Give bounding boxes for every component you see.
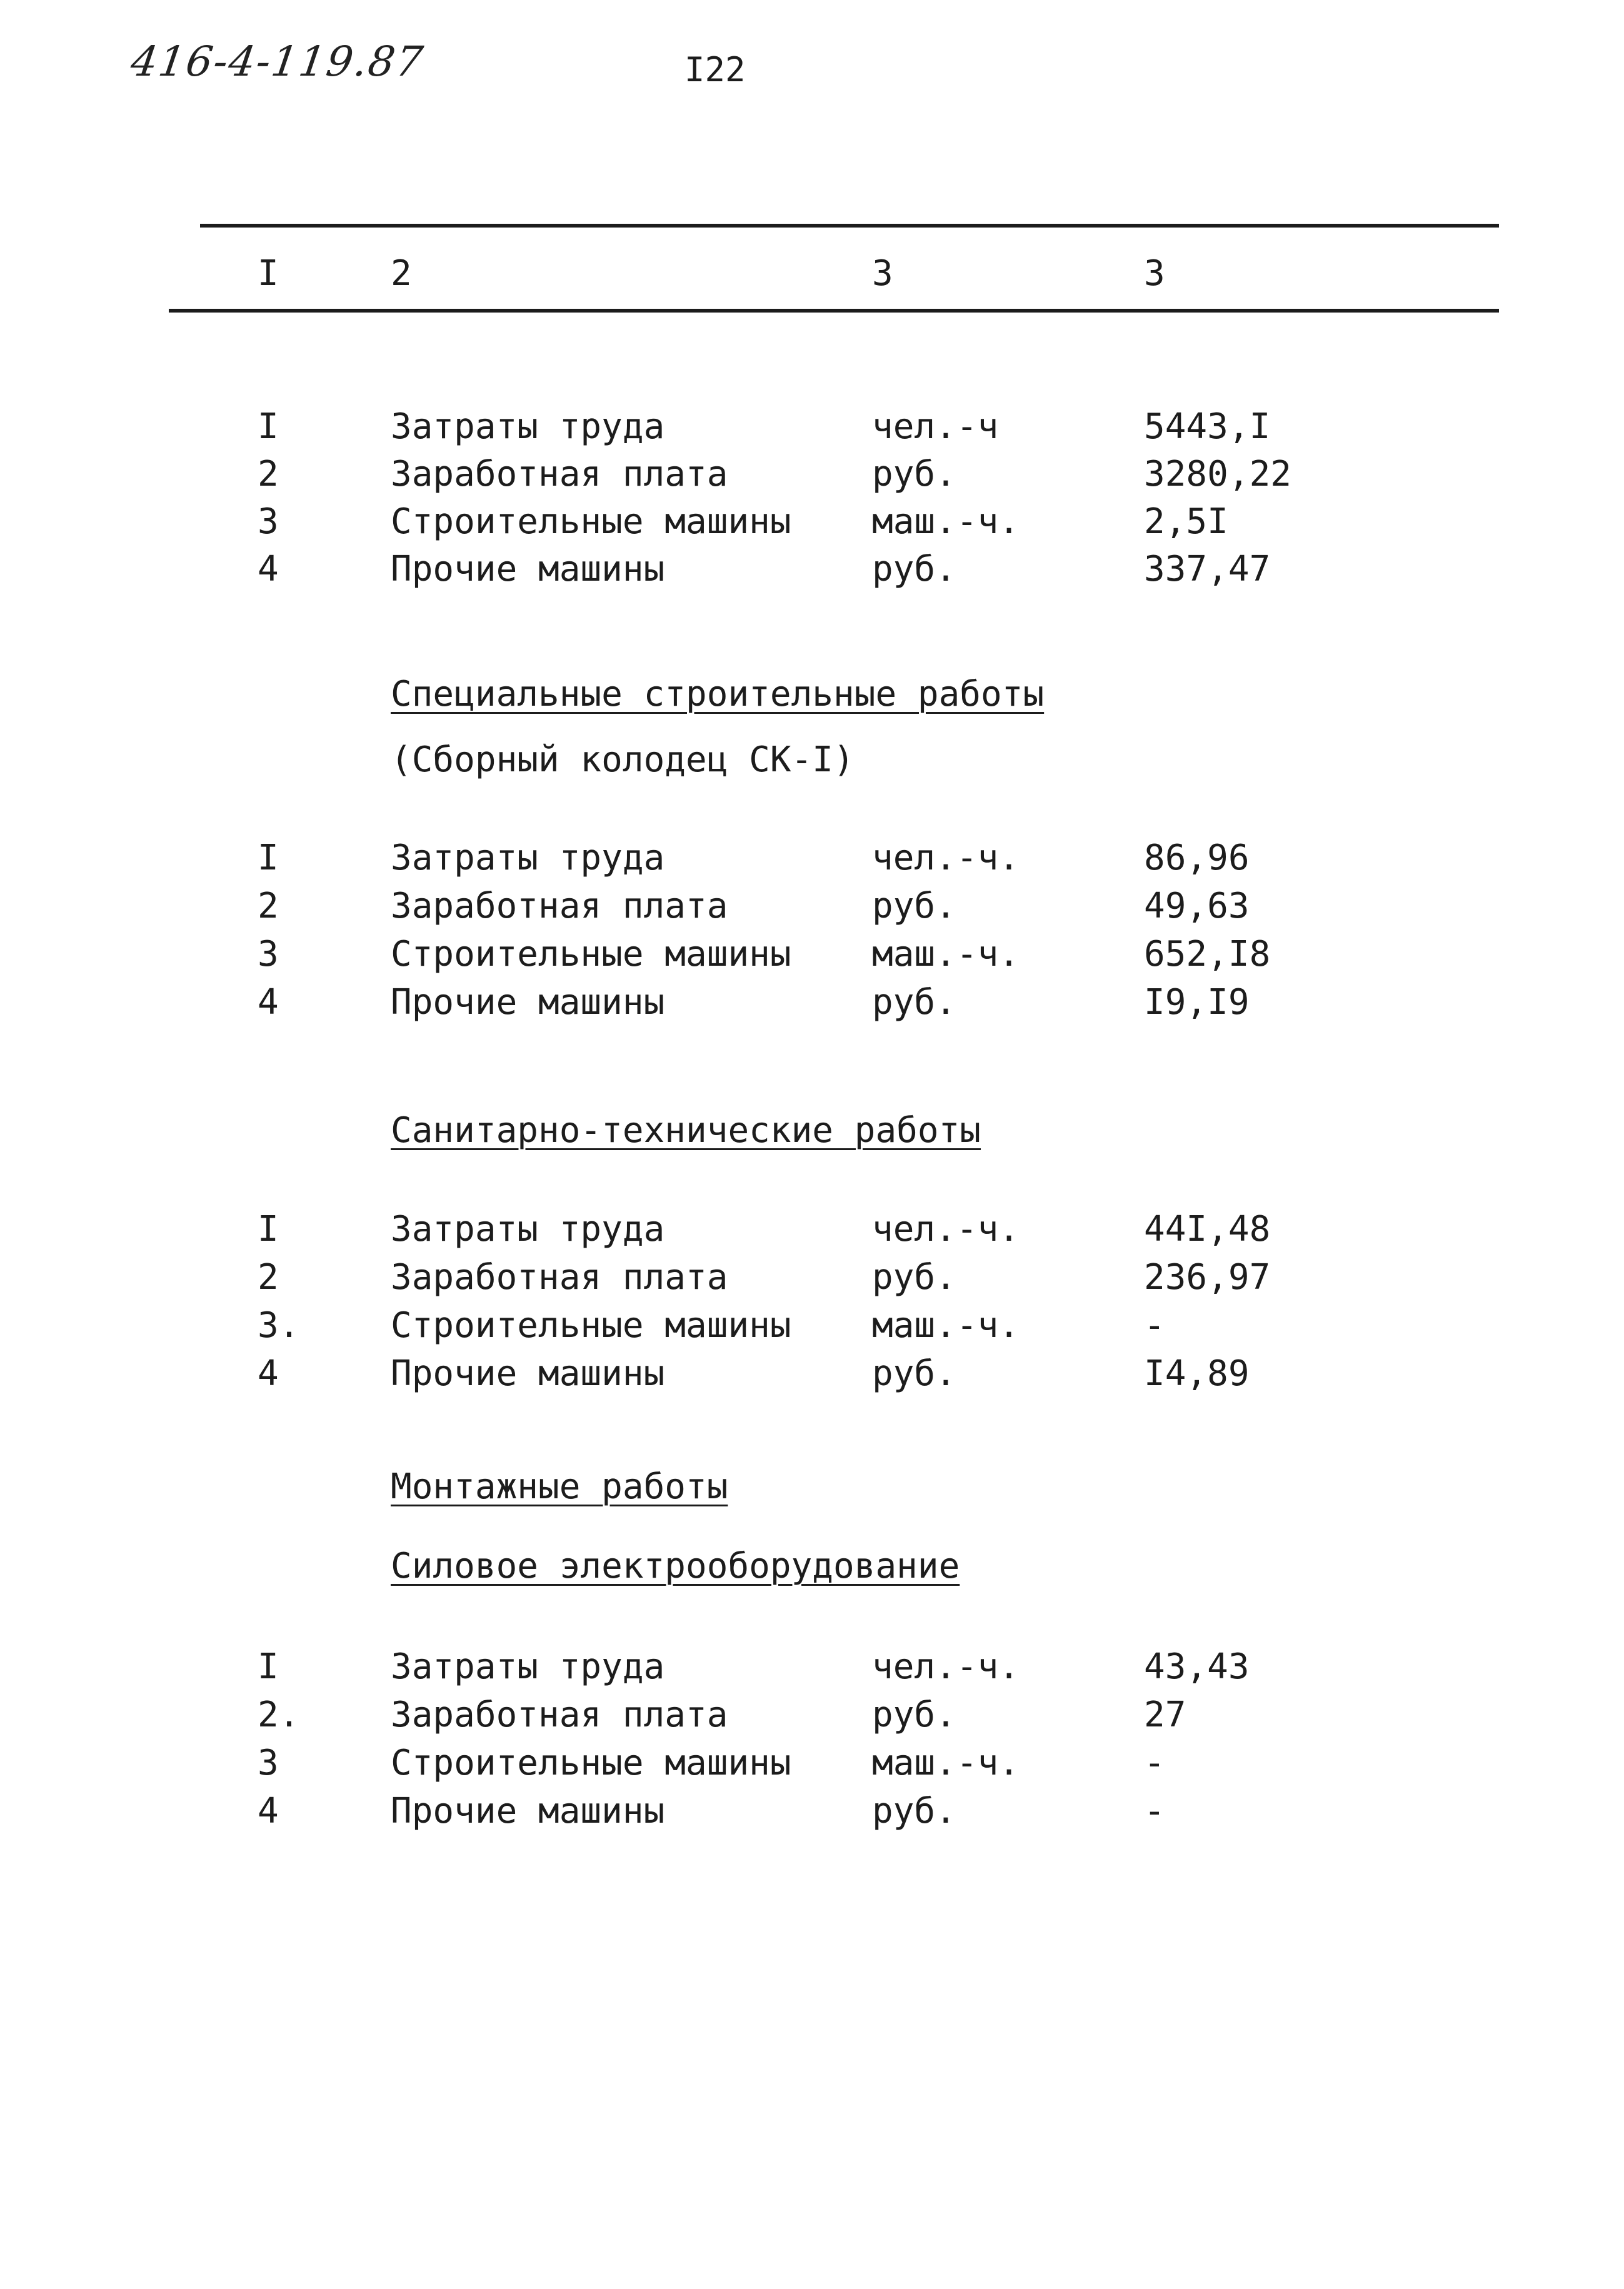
section-title: Санитарно-технические работы xyxy=(391,1110,981,1151)
row-name: Заработная плата xyxy=(391,1695,728,1735)
row-number: I xyxy=(258,1209,279,1250)
section-subtitle: (Сборный колодец СК-I) xyxy=(391,739,855,780)
row-name: Затраты труда xyxy=(391,1646,665,1687)
row-name: Затраты труда xyxy=(391,1209,665,1250)
row-unit: маш.-ч. xyxy=(872,934,1020,974)
row-number: 4 xyxy=(258,1353,279,1394)
row-value: - xyxy=(1144,1791,1165,1831)
row-name: Затраты труда xyxy=(391,406,665,447)
section-subtitle: Силовое электрооборудование xyxy=(391,1546,960,1586)
row-unit: руб. xyxy=(872,886,956,926)
row-value: 86,96 xyxy=(1144,838,1250,878)
row-name: Заработная плата xyxy=(391,886,728,926)
column-header-2: 2 xyxy=(391,253,412,294)
row-number: 2 xyxy=(258,886,279,926)
row-name: Прочие машины xyxy=(391,1353,665,1394)
row-number: I xyxy=(258,838,279,878)
column-header-3: 3 xyxy=(872,253,893,294)
row-number: 4 xyxy=(258,982,279,1023)
column-header-1: I xyxy=(258,253,279,294)
row-name: Строительные машины xyxy=(391,1743,791,1783)
section-title: Специальные строительные работы xyxy=(391,674,1045,714)
row-number: 4 xyxy=(258,1791,279,1831)
row-unit: руб. xyxy=(872,549,956,589)
row-number: I xyxy=(258,1646,279,1687)
row-name: Прочие машины xyxy=(391,1791,665,1831)
row-value: 49,63 xyxy=(1144,886,1250,926)
column-header-4: 3 xyxy=(1144,253,1165,294)
table-header-rule xyxy=(169,309,1499,313)
row-value: 43,43 xyxy=(1144,1646,1250,1687)
row-unit: чел.-ч. xyxy=(872,1209,1020,1250)
page-number: I22 xyxy=(684,50,746,89)
row-number: 2. xyxy=(258,1695,300,1735)
row-unit: маш.-ч. xyxy=(872,501,1020,542)
row-unit: чел.-ч xyxy=(872,406,999,447)
row-unit: маш.-ч. xyxy=(872,1305,1020,1346)
row-name: Строительные машины xyxy=(391,934,791,974)
row-unit: руб. xyxy=(872,1257,956,1298)
row-unit: чел.-ч. xyxy=(872,838,1020,878)
row-number: 3 xyxy=(258,934,279,974)
row-name: Строительные машины xyxy=(391,501,791,542)
table-top-rule xyxy=(200,224,1499,228)
row-name: Заработная плата xyxy=(391,1257,728,1298)
row-unit: руб. xyxy=(872,1353,956,1394)
row-value: I4,89 xyxy=(1144,1353,1250,1394)
row-name: Прочие машины xyxy=(391,982,665,1023)
row-value: 27 xyxy=(1144,1695,1186,1735)
row-number: 3 xyxy=(258,1743,279,1783)
row-unit: маш.-ч. xyxy=(872,1743,1020,1783)
row-unit: руб. xyxy=(872,1791,956,1831)
row-value: 236,97 xyxy=(1144,1257,1271,1298)
row-number: 2 xyxy=(258,1257,279,1298)
row-name: Затраты труда xyxy=(391,838,665,878)
row-name: Прочие машины xyxy=(391,549,665,589)
row-value: 2,5I xyxy=(1144,501,1228,542)
row-unit: руб. xyxy=(872,454,956,494)
row-number: 3. xyxy=(258,1305,300,1346)
row-number: I xyxy=(258,406,279,447)
row-value: 3280,22 xyxy=(1144,454,1292,494)
row-number: 3 xyxy=(258,501,279,542)
row-value: 44I,48 xyxy=(1144,1209,1271,1250)
row-number: 4 xyxy=(258,549,279,589)
row-value: 337,47 xyxy=(1144,549,1271,589)
row-number: 2 xyxy=(258,454,279,494)
row-value: - xyxy=(1144,1743,1165,1783)
row-unit: руб. xyxy=(872,1695,956,1735)
row-value: I9,I9 xyxy=(1144,982,1250,1023)
row-value: - xyxy=(1144,1305,1165,1346)
row-value: 652,I8 xyxy=(1144,934,1271,974)
row-unit: чел.-ч. xyxy=(872,1646,1020,1687)
row-name: Заработная плата xyxy=(391,454,728,494)
row-value: 5443,I xyxy=(1144,406,1271,447)
row-unit: руб. xyxy=(872,982,956,1023)
document-code-stamp: 416-4-119.87 xyxy=(128,38,427,86)
row-name: Строительные машины xyxy=(391,1305,791,1346)
section-title: Монтажные работы xyxy=(391,1466,728,1507)
